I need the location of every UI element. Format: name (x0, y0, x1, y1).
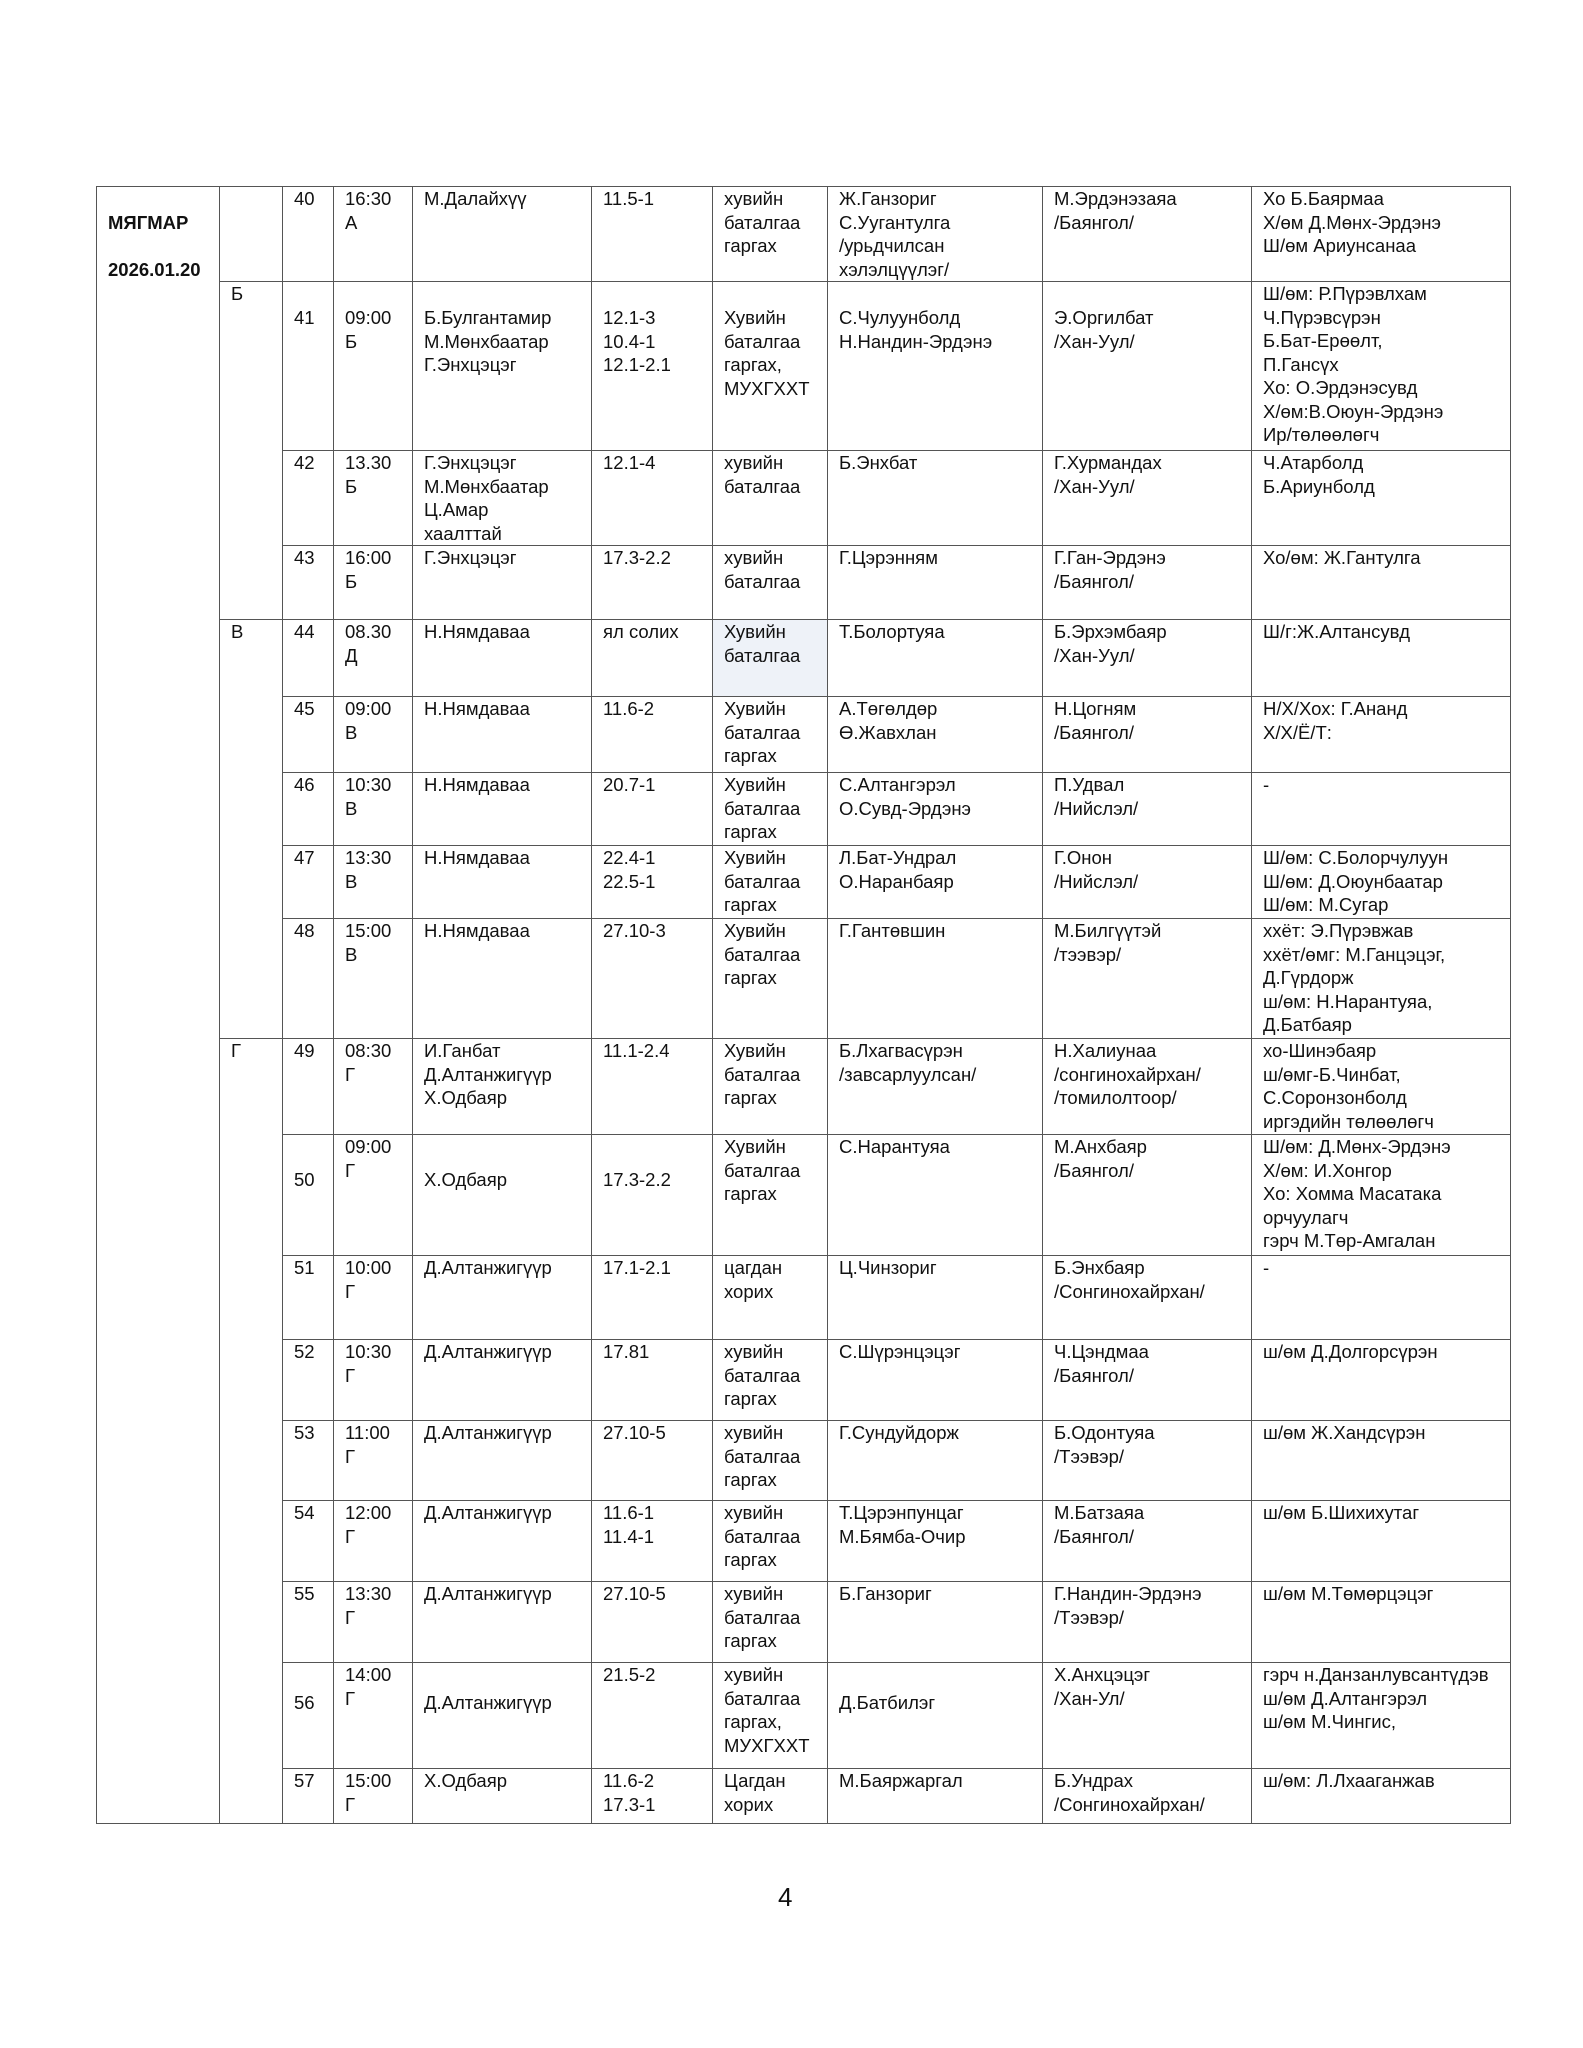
measure-cell: Хувийн баталгаа гаргах (713, 773, 828, 846)
case-number: 54 (283, 1501, 334, 1582)
defendant-cell: Т.Болортуяа (828, 620, 1043, 697)
case-number: 47 (283, 846, 334, 919)
article-cell: 11.6-2 (592, 697, 713, 773)
day-label: МЯГМАР (108, 211, 189, 233)
participants-cell: Н/Х/Хох: Г.Ананд Х/Х/Ё/Т: (1252, 697, 1511, 773)
time-cell: 14:00 Г (334, 1663, 413, 1769)
case-number: 52 (283, 1340, 334, 1421)
article-cell: 27.10-5 (592, 1421, 713, 1501)
judge-cell: Н.Нямдаваа (413, 919, 592, 1039)
prosecutor-cell: М.Билгүүтэй /тээвэр/ (1043, 919, 1252, 1039)
prosecutor-cell: М.Батзаяа /Баянгол/ (1043, 1501, 1252, 1582)
defendant-cell: А.Төгөлдөр Ө.Жавхлан (828, 697, 1043, 773)
measure-cell: Хувийн баталгаа (713, 620, 828, 697)
judge-cell: Н.Нямдаваа (413, 620, 592, 697)
table-row (97, 1663, 1511, 1769)
case-number: 46 (283, 773, 334, 846)
defendant-cell: М.Баяржаргал (828, 1769, 1043, 1824)
measure-cell: хувийн баталгаа (713, 546, 828, 620)
article-cell: 27.10-5 (592, 1582, 713, 1663)
article-cell: 17.3-2.2 (592, 1135, 713, 1256)
measure-cell: Хувийн баталгаа гаргах, МУХГХХТ (713, 282, 828, 451)
measure-cell: цагдан хорих (713, 1256, 828, 1340)
day-cell (97, 187, 220, 1824)
defendant-cell: Д.Батбилэг (828, 1663, 1043, 1769)
time-cell: 08.30 Д (334, 620, 413, 697)
table-row (97, 1769, 1511, 1824)
defendant-cell: С.Алтангэрэл О.Сувд-Эрдэнэ (828, 773, 1043, 846)
prosecutor-cell: Г.Онон /Нийслэл/ (1043, 846, 1252, 919)
table-row (97, 451, 1511, 546)
prosecutor-cell: Н.Халиунаа /сонгинохайрхан/ /томилолтоор/ (1043, 1039, 1252, 1135)
case-number: 51 (283, 1256, 334, 1340)
table-row (97, 1421, 1511, 1501)
defendant-cell: С.Шүрэнцэцэг (828, 1340, 1043, 1421)
table-row (97, 773, 1511, 846)
case-number: 43 (283, 546, 334, 620)
table-row (97, 620, 1511, 697)
table-row (97, 282, 1511, 451)
table-row (97, 1039, 1511, 1135)
group-cell: В (220, 620, 283, 1039)
judge-cell: Д.Алтанжигүүр (413, 1256, 592, 1340)
time-cell: 08:30 Г (334, 1039, 413, 1135)
table-row (97, 697, 1511, 773)
time-cell: 11:00 Г (334, 1421, 413, 1501)
case-number: 40 (283, 187, 334, 282)
page-number: 4 (778, 1882, 793, 1912)
judge-cell: Н.Нямдаваа (413, 773, 592, 846)
measure-cell: Хувийн баталгаа гаргах (713, 1039, 828, 1135)
measure-cell: хувийн баталгаа гаргах (713, 187, 828, 282)
defendant-cell: Ц.Чинзориг (828, 1256, 1043, 1340)
prosecutor-cell: Б.Энхбаяр /Сонгинохайрхан/ (1043, 1256, 1252, 1340)
participants-cell: хо-Шинэбаяр ш/өмг-Б.Чинбат, С.Соронзонболд иргэдийн төлөөлөгч (1252, 1039, 1511, 1135)
table-row (97, 1135, 1511, 1256)
defendant-cell: Г.Сундуйдорж (828, 1421, 1043, 1501)
defendant-cell: Ж.Ганзориг С.Уугантулга /урьдчилсан хэлэлцүүлэг/ (828, 187, 1043, 282)
participants-cell: ш/өм М.Төмөрцэцэг (1252, 1582, 1511, 1663)
case-number: 50 (283, 1135, 334, 1256)
judge-cell: Б.Булгантамир М.Мөнхбаатар Г.Энхцэцэг (413, 282, 592, 451)
group-cell (220, 187, 283, 282)
article-cell: 20.7-1 (592, 773, 713, 846)
participants-cell: - (1252, 773, 1511, 846)
time-cell: 09:00 В (334, 697, 413, 773)
time-cell: 10:30 Г (334, 1340, 413, 1421)
judge-cell: Г.Энхцэцэг М.Мөнхбаатар Ц.Амар хаалттай (413, 451, 592, 546)
judge-cell: Д.Алтанжигүүр (413, 1582, 592, 1663)
participants-cell: гэрч н.Данзанлувсантүдэв ш/өм Д.Алтангэрэл ш/өм М.Чингис, (1252, 1663, 1511, 1769)
judge-cell: Г.Энхцэцэг (413, 546, 592, 620)
judge-cell: Д.Алтанжигүүр (413, 1663, 592, 1769)
table-row (97, 1582, 1511, 1663)
time-cell: 09:00 Б (334, 282, 413, 451)
measure-cell: Хувийн баталгаа гаргах (713, 846, 828, 919)
participants-cell: ш/өм: Л.Лхааганжав (1252, 1769, 1511, 1824)
case-number: 45 (283, 697, 334, 773)
table-row (97, 919, 1511, 1039)
measure-cell: хувийн баталгаа (713, 451, 828, 546)
time-cell: 16:30 А (334, 187, 413, 282)
participants-cell: Ш/г:Ж.Алтансувд (1252, 620, 1511, 697)
time-cell: 13.30 Б (334, 451, 413, 546)
prosecutor-cell: Г.Ган-Эрдэнэ /Баянгол/ (1043, 546, 1252, 620)
time-cell: 15:00 Г (334, 1769, 413, 1824)
participants-cell: ш/өм Б.Шихихутаг (1252, 1501, 1511, 1582)
time-cell: 15:00 В (334, 919, 413, 1039)
time-cell: 10:30 В (334, 773, 413, 846)
time-cell: 13:30 Г (334, 1582, 413, 1663)
prosecutor-cell: Б.Эрхэмбаяр /Хан-Уул/ (1043, 620, 1252, 697)
article-cell: 17.81 (592, 1340, 713, 1421)
defendant-cell: Л.Бат-Ундрал О.Наранбаяр (828, 846, 1043, 919)
participants-cell: ш/өм Д.Долгорсүрэн (1252, 1340, 1511, 1421)
prosecutor-cell: Ч.Цэндмаа /Баянгол/ (1043, 1340, 1252, 1421)
table-row (97, 1256, 1511, 1340)
judge-cell: Х.Одбаяр (413, 1769, 592, 1824)
case-number: 48 (283, 919, 334, 1039)
participants-cell: Ш/өм: Д.Мөнх-Эрдэнэ Х/өм: И.Хонгор Хо: Хомма Масатака орчуулагч гэрч М.Төр-Амгалан (1252, 1135, 1511, 1256)
article-cell: 11.6-2 17.3-1 (592, 1769, 713, 1824)
measure-cell: хувийн баталгаа гаргах (713, 1340, 828, 1421)
time-cell: 16:00 Б (334, 546, 413, 620)
measure-cell: хувийн баталгаа гаргах (713, 1501, 828, 1582)
prosecutor-cell: Г.Нандин-Эрдэнэ /Тээвэр/ (1043, 1582, 1252, 1663)
judge-cell: И.Ганбат Д.Алтанжигүүр Х.Одбаяр (413, 1039, 592, 1135)
article-cell: 27.10-3 (592, 919, 713, 1039)
case-number: 41 (283, 282, 334, 451)
defendant-cell: Б.Ганзориг (828, 1582, 1043, 1663)
article-cell: 17.3-2.2 (592, 546, 713, 620)
article-cell: ял солих (592, 620, 713, 697)
measure-cell: Цагдан хорих (713, 1769, 828, 1824)
group-cell: Б (220, 282, 283, 620)
judge-cell: Д.Алтанжигүүр (413, 1340, 592, 1421)
judge-cell: Д.Алтанжигүүр (413, 1501, 592, 1582)
participants-cell: ш/өм Ж.Хандсүрэн (1252, 1421, 1511, 1501)
measure-cell: хувийн баталгаа гаргах (713, 1582, 828, 1663)
judge-cell: Н.Нямдаваа (413, 697, 592, 773)
participants-cell: ххёт: Э.Пүрэвжав ххёт/өмг: М.Ганцэцэг, Д.Гүрдорж ш/өм: Н.Нарантуяа, Д.Батбаяр (1252, 919, 1511, 1039)
case-number: 57 (283, 1769, 334, 1824)
defendant-cell: С.Нарантуяа (828, 1135, 1043, 1256)
prosecutor-cell: П.Удвал /Нийслэл/ (1043, 773, 1252, 846)
participants-cell: Хо Б.Баярмаа Х/өм Д.Мөнх-Эрдэнэ Ш/өм Ариунсанаа (1252, 187, 1511, 282)
measure-cell: Хувийн баталгаа гаргах (713, 1135, 828, 1256)
measure-cell: хувийн баталгаа гаргах, МУХГХХТ (713, 1663, 828, 1769)
time-cell: 12:00 Г (334, 1501, 413, 1582)
judge-cell: Д.Алтанжигүүр (413, 1421, 592, 1501)
article-cell: 12.1-4 (592, 451, 713, 546)
prosecutor-cell: Б.Одонтуяа /Тээвэр/ (1043, 1421, 1252, 1501)
article-cell: 11.5-1 (592, 187, 713, 282)
measure-cell: Хувийн баталгаа гаргах (713, 697, 828, 773)
defendant-cell: Б.Лхагвасүрэн /завсарлуулсан/ (828, 1039, 1043, 1135)
table-row (97, 846, 1511, 919)
defendant-cell: С.Чулуунболд Н.Нандин-Эрдэнэ (828, 282, 1043, 451)
participants-cell: Хо/өм: Ж.Гантулга (1252, 546, 1511, 620)
schedule-table (96, 186, 1511, 1824)
prosecutor-cell: Х.Анхцэцэг /Хан-Ул/ (1043, 1663, 1252, 1769)
participants-cell: Ш/өм: Р.Пүрэвлхам Ч.Пүрэвсүрэн Б.Бат-Ерөөлт, П.Гансүх Хо: О.Эрдэнэсувд Х/өм:В.Оюун-Эрдэнэ Ир/төлөөлөгч (1252, 282, 1511, 451)
measure-cell: хувийн баталгаа гаргах (713, 1421, 828, 1501)
article-cell: 17.1-2.1 (592, 1256, 713, 1340)
article-cell: 22.4-1 22.5-1 (592, 846, 713, 919)
participants-cell: Ч.Атарболд Б.Ариунболд (1252, 451, 1511, 546)
case-number: 56 (283, 1663, 334, 1769)
time-cell: 09:00 Г (334, 1135, 413, 1256)
prosecutor-cell: М.Эрдэнэзаяа /Баянгол/ (1043, 187, 1252, 282)
article-cell: 11.6-1 11.4-1 (592, 1501, 713, 1582)
table-row (97, 187, 1511, 282)
case-number: 44 (283, 620, 334, 697)
table-row (97, 546, 1511, 620)
participants-cell: - (1252, 1256, 1511, 1340)
case-number: 49 (283, 1039, 334, 1135)
judge-cell: М.Далайхүү (413, 187, 592, 282)
time-cell: 10:00 Г (334, 1256, 413, 1340)
day-date: 2026.01.20 (108, 258, 201, 280)
participants-cell: Ш/өм: С.Болорчулуун Ш/өм: Д.Оюунбаатар Ш/өм: М.Сугар (1252, 846, 1511, 919)
case-number: 55 (283, 1582, 334, 1663)
prosecutor-cell: М.Анхбаяр /Баянгол/ (1043, 1135, 1252, 1256)
defendant-cell: Г.Цэрэнням (828, 546, 1043, 620)
article-cell: 11.1-2.4 (592, 1039, 713, 1135)
time-cell: 13:30 В (334, 846, 413, 919)
defendant-cell: Т.Цэрэнпунцаг М.Бямба-Очир (828, 1501, 1043, 1582)
judge-cell: Н.Нямдаваа (413, 846, 592, 919)
case-number: 53 (283, 1421, 334, 1501)
article-cell: 12.1-3 10.4-1 12.1-2.1 (592, 282, 713, 451)
case-number: 42 (283, 451, 334, 546)
article-cell: 21.5-2 (592, 1663, 713, 1769)
table-row (97, 1340, 1511, 1421)
judge-cell: Х.Одбаяр (413, 1135, 592, 1256)
prosecutor-cell: Б.Ундрах /Сонгинохайрхан/ (1043, 1769, 1252, 1824)
prosecutor-cell: Н.Цогням /Баянгол/ (1043, 697, 1252, 773)
measure-cell: Хувийн баталгаа гаргах (713, 919, 828, 1039)
defendant-cell: Б.Энхбат (828, 451, 1043, 546)
table-row (97, 1501, 1511, 1582)
prosecutor-cell: Э.Оргилбат /Хан-Уул/ (1043, 282, 1252, 451)
prosecutor-cell: Г.Хурмандах /Хан-Уул/ (1043, 451, 1252, 546)
group-cell: Г (220, 1039, 283, 1824)
defendant-cell: Г.Гантөвшин (828, 919, 1043, 1039)
